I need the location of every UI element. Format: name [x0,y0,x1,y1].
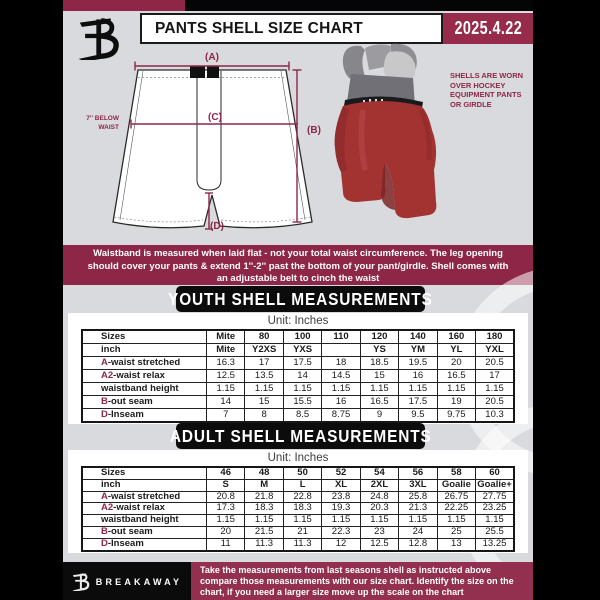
value-cell: 24 [399,526,437,538]
value-cell: 1.15 [399,515,437,527]
value-cell: 12.5 [207,370,245,383]
adult-unit-label: Unit: Inches [267,452,329,464]
value-cell: YXS [283,344,321,357]
value-cell: 15 [245,396,283,409]
value-cell: 16 [322,396,360,409]
measure-label-b: (B) [307,125,321,136]
value-cell: 17 [245,357,283,370]
value-cell: 9 [360,409,398,423]
value-cell: 23.8 [322,491,360,503]
waist-note-line2: WAIST [98,124,119,131]
row-label: D-Inseam [82,538,207,550]
document [63,0,533,600]
value-cell: 23.25 [476,503,514,515]
value-cell: YS [360,344,398,357]
value-cell: 20.3 [360,503,398,515]
value-cell: 24.8 [360,491,398,503]
value-cell: 1.15 [476,515,514,527]
table-row [82,409,514,423]
value-cell: 1.15 [207,515,245,527]
table-row [82,526,514,538]
value-cell: 14 [283,370,321,383]
value-cell: 14 [207,396,245,409]
value-cell: 17.5 [399,396,437,409]
measure-label-a: (A) [205,52,219,63]
shell-product-photo [333,40,445,220]
row-label: A2-waist relax [82,503,207,515]
value-cell: 140 [399,330,437,344]
value-cell: 46 [207,467,245,479]
value-cell: 26.75 [437,491,475,503]
value-cell: 1.15 [360,515,398,527]
youth-measurements-card [68,313,528,424]
row-label: inch [82,344,207,357]
value-cell: 1.15 [283,383,321,396]
value-cell: 27.75 [476,491,514,503]
date-text: 2025.4.22 [454,18,522,38]
value-cell: YM [399,344,437,357]
value-cell: 18.3 [283,503,321,515]
footer-instructions: Take the measurements from last seasons shell as instructed above compare those measurements with our size chart. Identify the size on the chart, if you need a larger size move up the scale on the chart [191,562,533,600]
value-cell: 21.8 [245,491,283,503]
value-cell: 19.5 [399,357,437,370]
value-cell: 15.5 [283,396,321,409]
page-title: PANTS SHELL SIZE CHART [140,13,443,44]
value-cell: 25.5 [476,526,514,538]
row-label: B-out seam [82,396,207,409]
value-cell: XL [322,479,360,491]
value-cell: 21.5 [245,526,283,538]
value-cell: 25 [437,526,475,538]
value-cell: 3XL [399,479,437,491]
row-label: A-waist stretched [82,491,207,503]
top-accent-maroon [63,0,185,11]
value-cell: S [207,479,245,491]
value-cell: 9.5 [399,409,437,423]
value-cell: 21.3 [399,503,437,515]
value-cell: 17.5 [283,357,321,370]
youth-unit-label: Unit: Inches [267,315,329,327]
measure-label-d: (D) [210,221,224,232]
value-cell: 52 [322,467,360,479]
row-label: D-Inseam [82,409,207,423]
youth-measurements-table [81,329,515,423]
value-cell: 12.5 [360,538,398,550]
table-row [82,396,514,409]
value-cell: 20 [207,526,245,538]
value-cell: 11.3 [283,538,321,550]
value-cell: 20 [437,357,475,370]
value-cell: 2XL [360,479,398,491]
value-cell: 1.15 [207,383,245,396]
value-cell: 50 [283,467,321,479]
value-cell: 1.15 [360,383,398,396]
value-cell: Y2XS [245,344,283,357]
table-row [82,503,514,515]
adult-banner-label: ADULT SHELL MEASUREMENTS [169,425,432,446]
value-cell: 12 [322,538,360,550]
value-cell: Mite [207,330,245,344]
youth-section-banner [168,286,433,312]
value-cell: 1.15 [476,383,514,396]
value-cell: 120 [360,330,398,344]
value-cell: 54 [360,467,398,479]
value-cell: 110 [322,330,360,344]
value-cell: M [245,479,283,491]
row-label: inch [82,479,207,491]
value-cell: 1.15 [399,383,437,396]
value-cell: L [283,479,321,491]
date-badge [443,13,533,44]
value-cell: 20.5 [476,396,514,409]
value-cell: 16.5 [360,396,398,409]
value-cell: 48 [245,467,283,479]
table-row [82,344,514,357]
value-cell: 60 [476,467,514,479]
table-row [82,383,514,396]
waist-note-line1: 7'' BELOW [86,115,119,122]
value-cell: 13.25 [476,538,514,550]
value-cell: 17.3 [207,503,245,515]
youth-banner-label: YOUTH SHELL MEASUREMENTS [168,288,433,309]
row-label: A-waist stretched [82,357,207,370]
belt-buckle-icon [190,66,205,78]
value-cell: 1.15 [245,383,283,396]
value-cell: 21 [283,526,321,538]
value-cell: 160 [437,330,475,344]
measurement-notice: Waistband is measured when laid flat - not your total waist circumference. The leg opening should cover your pants & extend 1''-2'' past the bottom of your pant/girdle. Shell comes with an adjustable belt to cinch the waist [63,245,533,285]
value-cell: 180 [476,330,514,344]
value-cell: 1.15 [283,515,321,527]
measure-label-c: (C) [208,112,222,123]
value-cell: YL [437,344,475,357]
value-cell: 1.15 [322,515,360,527]
value-cell: 11 [207,538,245,550]
row-label: waistband height [82,383,207,396]
value-cell: 1.15 [245,515,283,527]
value-cell: 19.3 [322,503,360,515]
value-cell: 13.5 [245,370,283,383]
value-cell: Mite [207,344,245,357]
value-cell: 11.3 [245,538,283,550]
value-cell: 22.25 [437,503,475,515]
table-row [82,357,514,370]
value-cell: Goalie+ [476,479,514,491]
value-cell: 7 [207,409,245,423]
row-label: waistband height [82,515,207,527]
value-cell: Goalie [437,479,475,491]
value-cell: 1.15 [322,383,360,396]
table-row [82,479,514,491]
value-cell: 80 [245,330,283,344]
value-cell: 9.75 [437,409,475,423]
photo-caption: SHELLS ARE WORN OVER HOCKEY EQUIPMENT PANTS OR GIRDLE [450,71,524,109]
breakaway-logo-footer-icon [72,571,90,591]
shorts-measurement-diagram [83,48,333,238]
footer-brand-block [63,562,191,600]
adult-measurements-card [68,450,528,553]
value-cell: YXL [476,344,514,357]
brand-name: BREAKAWAY [95,576,183,587]
value-cell: 18.3 [245,503,283,515]
row-label: B-out seam [82,526,207,538]
value-cell: 10.3 [476,409,514,423]
adult-section-banner [169,423,432,449]
shorts-outline [113,70,312,228]
value-cell [322,344,360,357]
value-cell: 13 [437,538,475,550]
table-row [82,330,514,344]
value-cell: 12.8 [399,538,437,550]
value-cell: 58 [437,467,475,479]
table-row [82,467,514,479]
value-cell: 22.8 [283,491,321,503]
table-row [82,370,514,383]
value-cell: 14.5 [322,370,360,383]
value-cell: 56 [399,467,437,479]
value-cell: 1.15 [437,383,475,396]
adult-measurements-table [81,466,515,552]
value-cell: 15 [360,370,398,383]
value-cell: 19 [437,396,475,409]
value-cell: 25.8 [399,491,437,503]
value-cell: 16.5 [437,370,475,383]
value-cell: 22.3 [322,526,360,538]
value-cell: 1.15 [437,515,475,527]
value-cell: 18.5 [360,357,398,370]
value-cell: 8.5 [283,409,321,423]
top-accent-black [185,0,533,11]
row-label: Sizes [82,467,207,479]
table-row [82,515,514,527]
value-cell: 17 [476,370,514,383]
value-cell: 16 [399,370,437,383]
value-cell: 20.8 [207,491,245,503]
table-row [82,491,514,503]
row-label: A2-waist relax [82,370,207,383]
row-label: Sizes [82,330,207,344]
value-cell: 23 [360,526,398,538]
value-cell: 100 [283,330,321,344]
table-row [82,538,514,550]
value-cell: 8.75 [322,409,360,423]
value-cell: 8 [245,409,283,423]
value-cell: 20.5 [476,357,514,370]
value-cell: 16.3 [207,357,245,370]
value-cell: 18 [322,357,360,370]
